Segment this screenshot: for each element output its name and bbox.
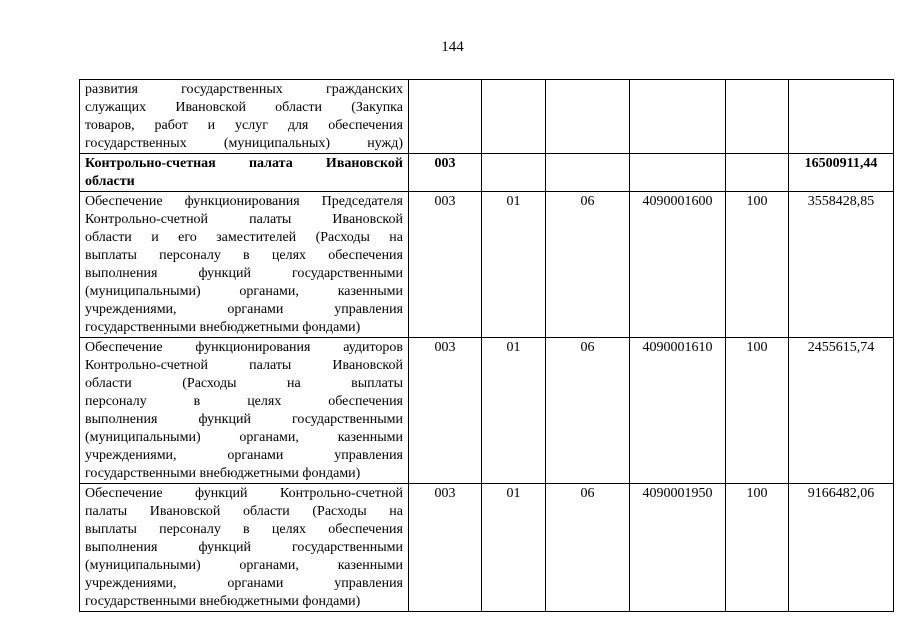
amount-cell: 9166482,06 (789, 484, 894, 612)
section-code-cell: 01 (482, 338, 546, 484)
target-article-cell: 4090001950 (630, 484, 726, 612)
subsection-code-cell: 06 (546, 338, 630, 484)
description-line: персоналу в целях обеспечения (85, 394, 403, 409)
description-cell (80, 338, 409, 484)
description-line: (муниципальными) органами, казенными (85, 430, 403, 445)
description-line: учреждениями, органами управления (85, 448, 403, 463)
table-row (80, 338, 894, 484)
description-line: учреждениями, органами управления (85, 302, 403, 317)
table-body (80, 80, 894, 612)
ministry-code-cell (409, 80, 482, 154)
page-number: 144 (441, 39, 464, 55)
amount-cell: 16500911,44 (789, 154, 894, 192)
table-row (80, 80, 894, 154)
section-code-cell: 01 (482, 192, 546, 338)
description-line: учреждениями, органами управления (85, 576, 403, 591)
target-article-cell (630, 80, 726, 154)
target-article-cell (630, 154, 726, 192)
expense-type-cell: 100 (726, 484, 789, 612)
description-line: области и его заместителей (Расходы на (85, 230, 403, 245)
description-line: Обеспечение функционирования Председателя (85, 194, 403, 209)
description-line: области (Расходы на выплаты (85, 376, 403, 391)
target-article-cell: 4090001600 (630, 192, 726, 338)
description-line: государственных (муниципальных) нужд) (85, 136, 403, 151)
description-line: выполнения функций государственными (85, 540, 403, 555)
subsection-code-cell: 06 (546, 484, 630, 612)
description-line: выплаты персоналу в целях обеспечения (85, 248, 403, 263)
expense-type-cell: 100 (726, 192, 789, 338)
ministry-code-cell: 003 (409, 484, 482, 612)
ministry-code-cell: 003 (409, 154, 482, 192)
description-line: Обеспечение функционирования аудиторов (85, 340, 403, 355)
description-line: (муниципальными) органами, казенными (85, 558, 403, 573)
description-line: (муниципальными) органами, казенными (85, 284, 403, 299)
description-cell (80, 80, 409, 154)
description-line: государственными внебюджетными фондами) (85, 320, 361, 335)
description-line: Обеспечение функций Контрольно-счетной (85, 486, 403, 501)
budget-table (79, 79, 894, 612)
amount-cell: 2455615,74 (789, 338, 894, 484)
table-row (80, 192, 894, 338)
amount-cell: 3558428,85 (789, 192, 894, 338)
description-cell (80, 484, 409, 612)
expense-type-cell (726, 154, 789, 192)
amount-cell (789, 80, 894, 154)
subsection-code-cell (546, 80, 630, 154)
description-line: палаты Ивановской области (Расходы на (85, 504, 403, 519)
expense-type-cell (726, 80, 789, 154)
section-code-cell (482, 154, 546, 192)
description-line: развития государственных гражданских (85, 82, 403, 97)
target-article-cell: 4090001610 (630, 338, 726, 484)
description-line: выплаты персоналу в целях обеспечения (85, 522, 403, 537)
description-line: Контрольно-счетной палаты Ивановской (85, 212, 403, 227)
description-line: Контрольно-счетной палаты Ивановской (85, 358, 403, 373)
description-line: служащих Ивановской области (Закупка (85, 100, 403, 115)
description-line: товаров, работ и услуг для обеспечения (85, 118, 403, 133)
section-code-cell (482, 80, 546, 154)
description-cell (80, 154, 409, 192)
table-row (80, 484, 894, 612)
section-code-cell: 01 (482, 484, 546, 612)
ministry-code-cell: 003 (409, 338, 482, 484)
description-cell (80, 192, 409, 338)
description-line: государственными внебюджетными фондами) (85, 466, 361, 481)
description-line: государственными внебюджетными фондами) (85, 594, 361, 609)
description-line: Контрольно-счетная палата Ивановской (85, 156, 403, 171)
table-row (80, 154, 894, 192)
subsection-code-cell (546, 154, 630, 192)
description-line: выполнения функций государственными (85, 412, 403, 427)
description-line: области (85, 174, 135, 189)
subsection-code-cell: 06 (546, 192, 630, 338)
description-line: выполнения функций государственными (85, 266, 403, 281)
expense-type-cell: 100 (726, 338, 789, 484)
ministry-code-cell: 003 (409, 192, 482, 338)
